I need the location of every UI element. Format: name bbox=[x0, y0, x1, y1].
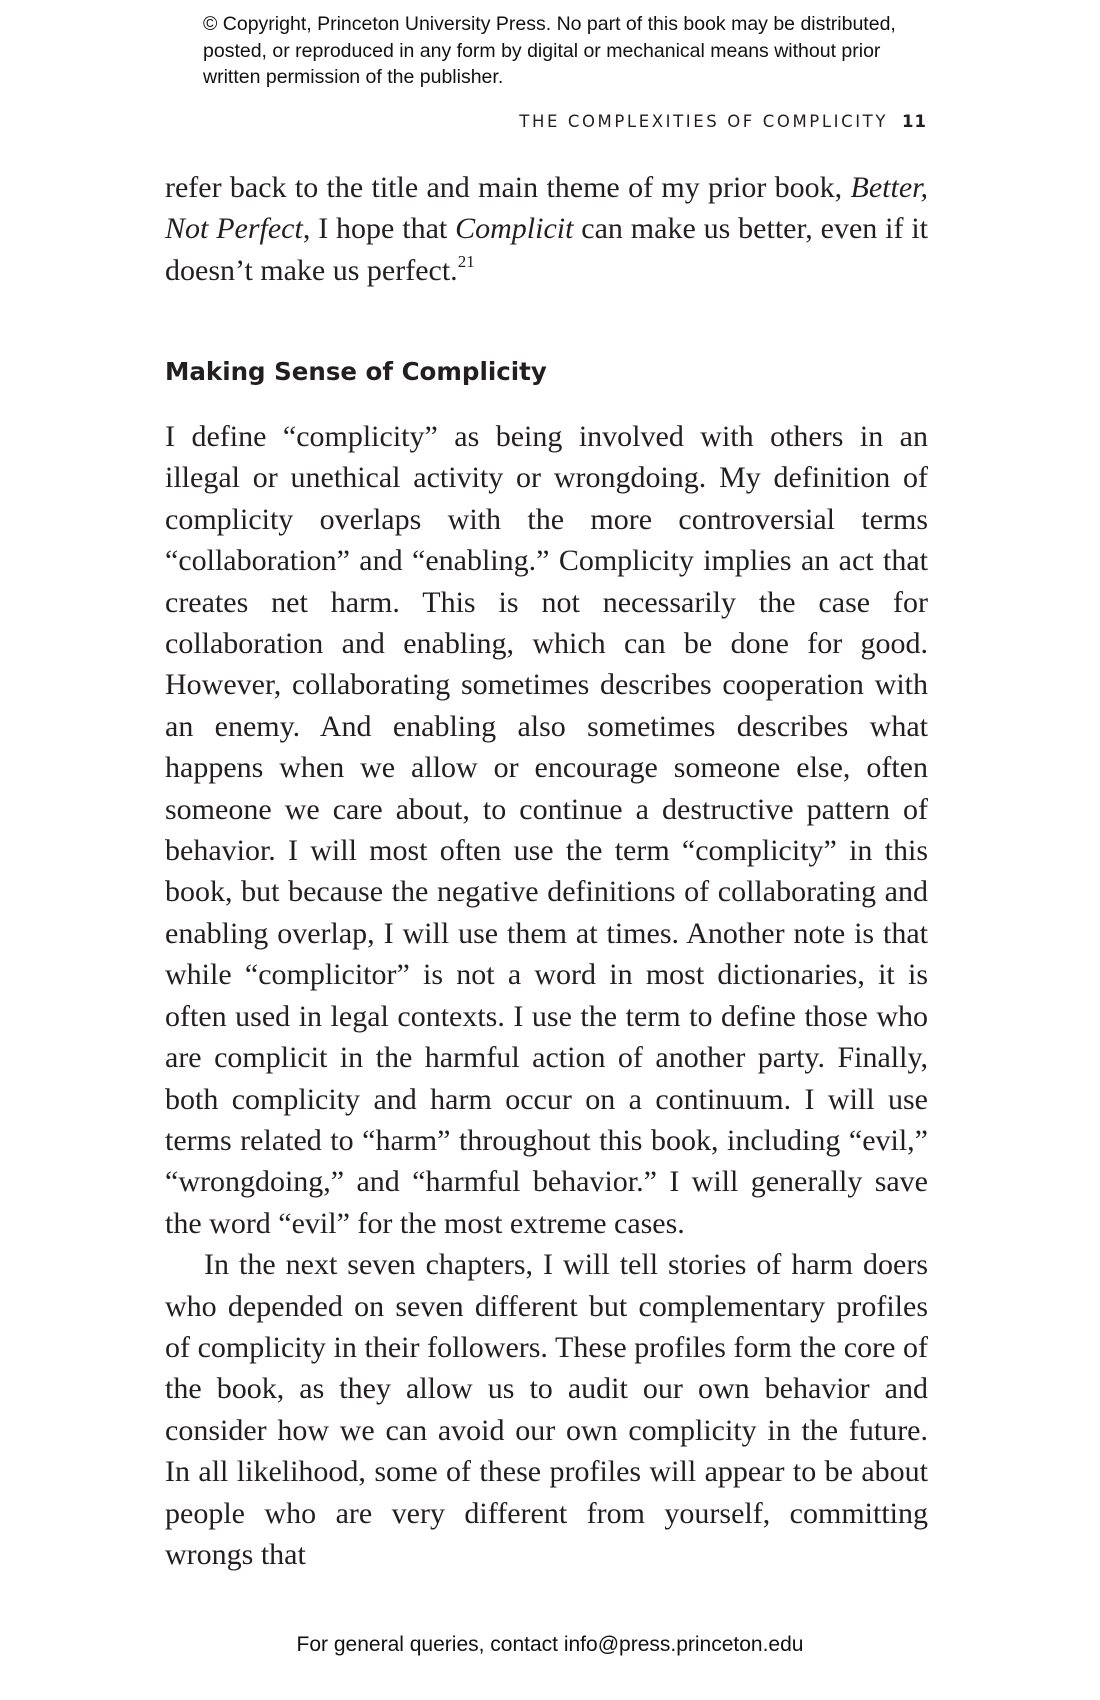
intro-text-2: , I hope that bbox=[302, 212, 456, 246]
intro-text-3: can make us better, even if it doesn’t make us perfect. bbox=[165, 212, 928, 287]
footer-contact: For general queries, contact info@press.princeton.edu bbox=[296, 1633, 804, 1656]
intro-paragraph bbox=[165, 167, 928, 291]
intro-text-1: refer back to the title and main theme of my prior book, bbox=[165, 171, 851, 204]
prior-book-title: Better, Not Perfect bbox=[165, 171, 928, 246]
current-book-title: Complicit bbox=[455, 212, 574, 246]
page-number: 11 bbox=[902, 112, 927, 131]
body-paragraph-2: In the next seven chapters, I will tell stories of harm doers who depended on seven different but complementary profiles of complicity in their followers. These profiles form the core of the book, as they allow us to audit our own behavior and consider how we can avoid our own complicity in the future. In all likelihood, some of these profiles will appear to be about people who are very different from yourself, committing wrongs that bbox=[165, 1248, 928, 1571]
running-head bbox=[519, 112, 927, 131]
body-paragraph-1: I define “complicity” as being involved with others in an illegal or unethical activity or wrongdoing. My definition of complicity overlaps with the more controversial terms “collaboration” and “enabling.” Complicity implies an act that creates net harm. This is not necessarily the case for collaboration and enabling, which can be done for good. However, collaborating sometimes describes cooperation with an enemy. And enabling also sometimes describes what happens when we allow or encourage someone else, often someone we care about, to continue a destructive pattern of behavior. I will most often use the term “complicity” in this book, but because the negative definitions of collaborating and enabling overlap, I will use them at times. Another note is that while “complicitor” is not a word in most dictionaries, it is often used in legal contexts. I use the term to define those who are complicit in the harmful action of another party. Finally, both complicity and harm occur on a continuum. I will use terms related to “harm” throughout this book, including “evil,” “wrongdoing,” and “harmful behavior.” I will generally save the word “evil” for the most extreme cases. bbox=[165, 420, 928, 1240]
section-body bbox=[165, 416, 928, 1575]
section-heading: Making Sense of Complicity bbox=[165, 357, 547, 386]
copyright-notice: © Copyright, Princeton University Press. No part of this book may be distributed, posted, or reproduced in any form by digital or mechanical means without prior written permission of the publisher. bbox=[203, 13, 896, 88]
footnote-ref: 21 bbox=[457, 251, 475, 271]
running-head-title: THE COMPLEXITIES OF COMPLICITY bbox=[519, 112, 889, 131]
